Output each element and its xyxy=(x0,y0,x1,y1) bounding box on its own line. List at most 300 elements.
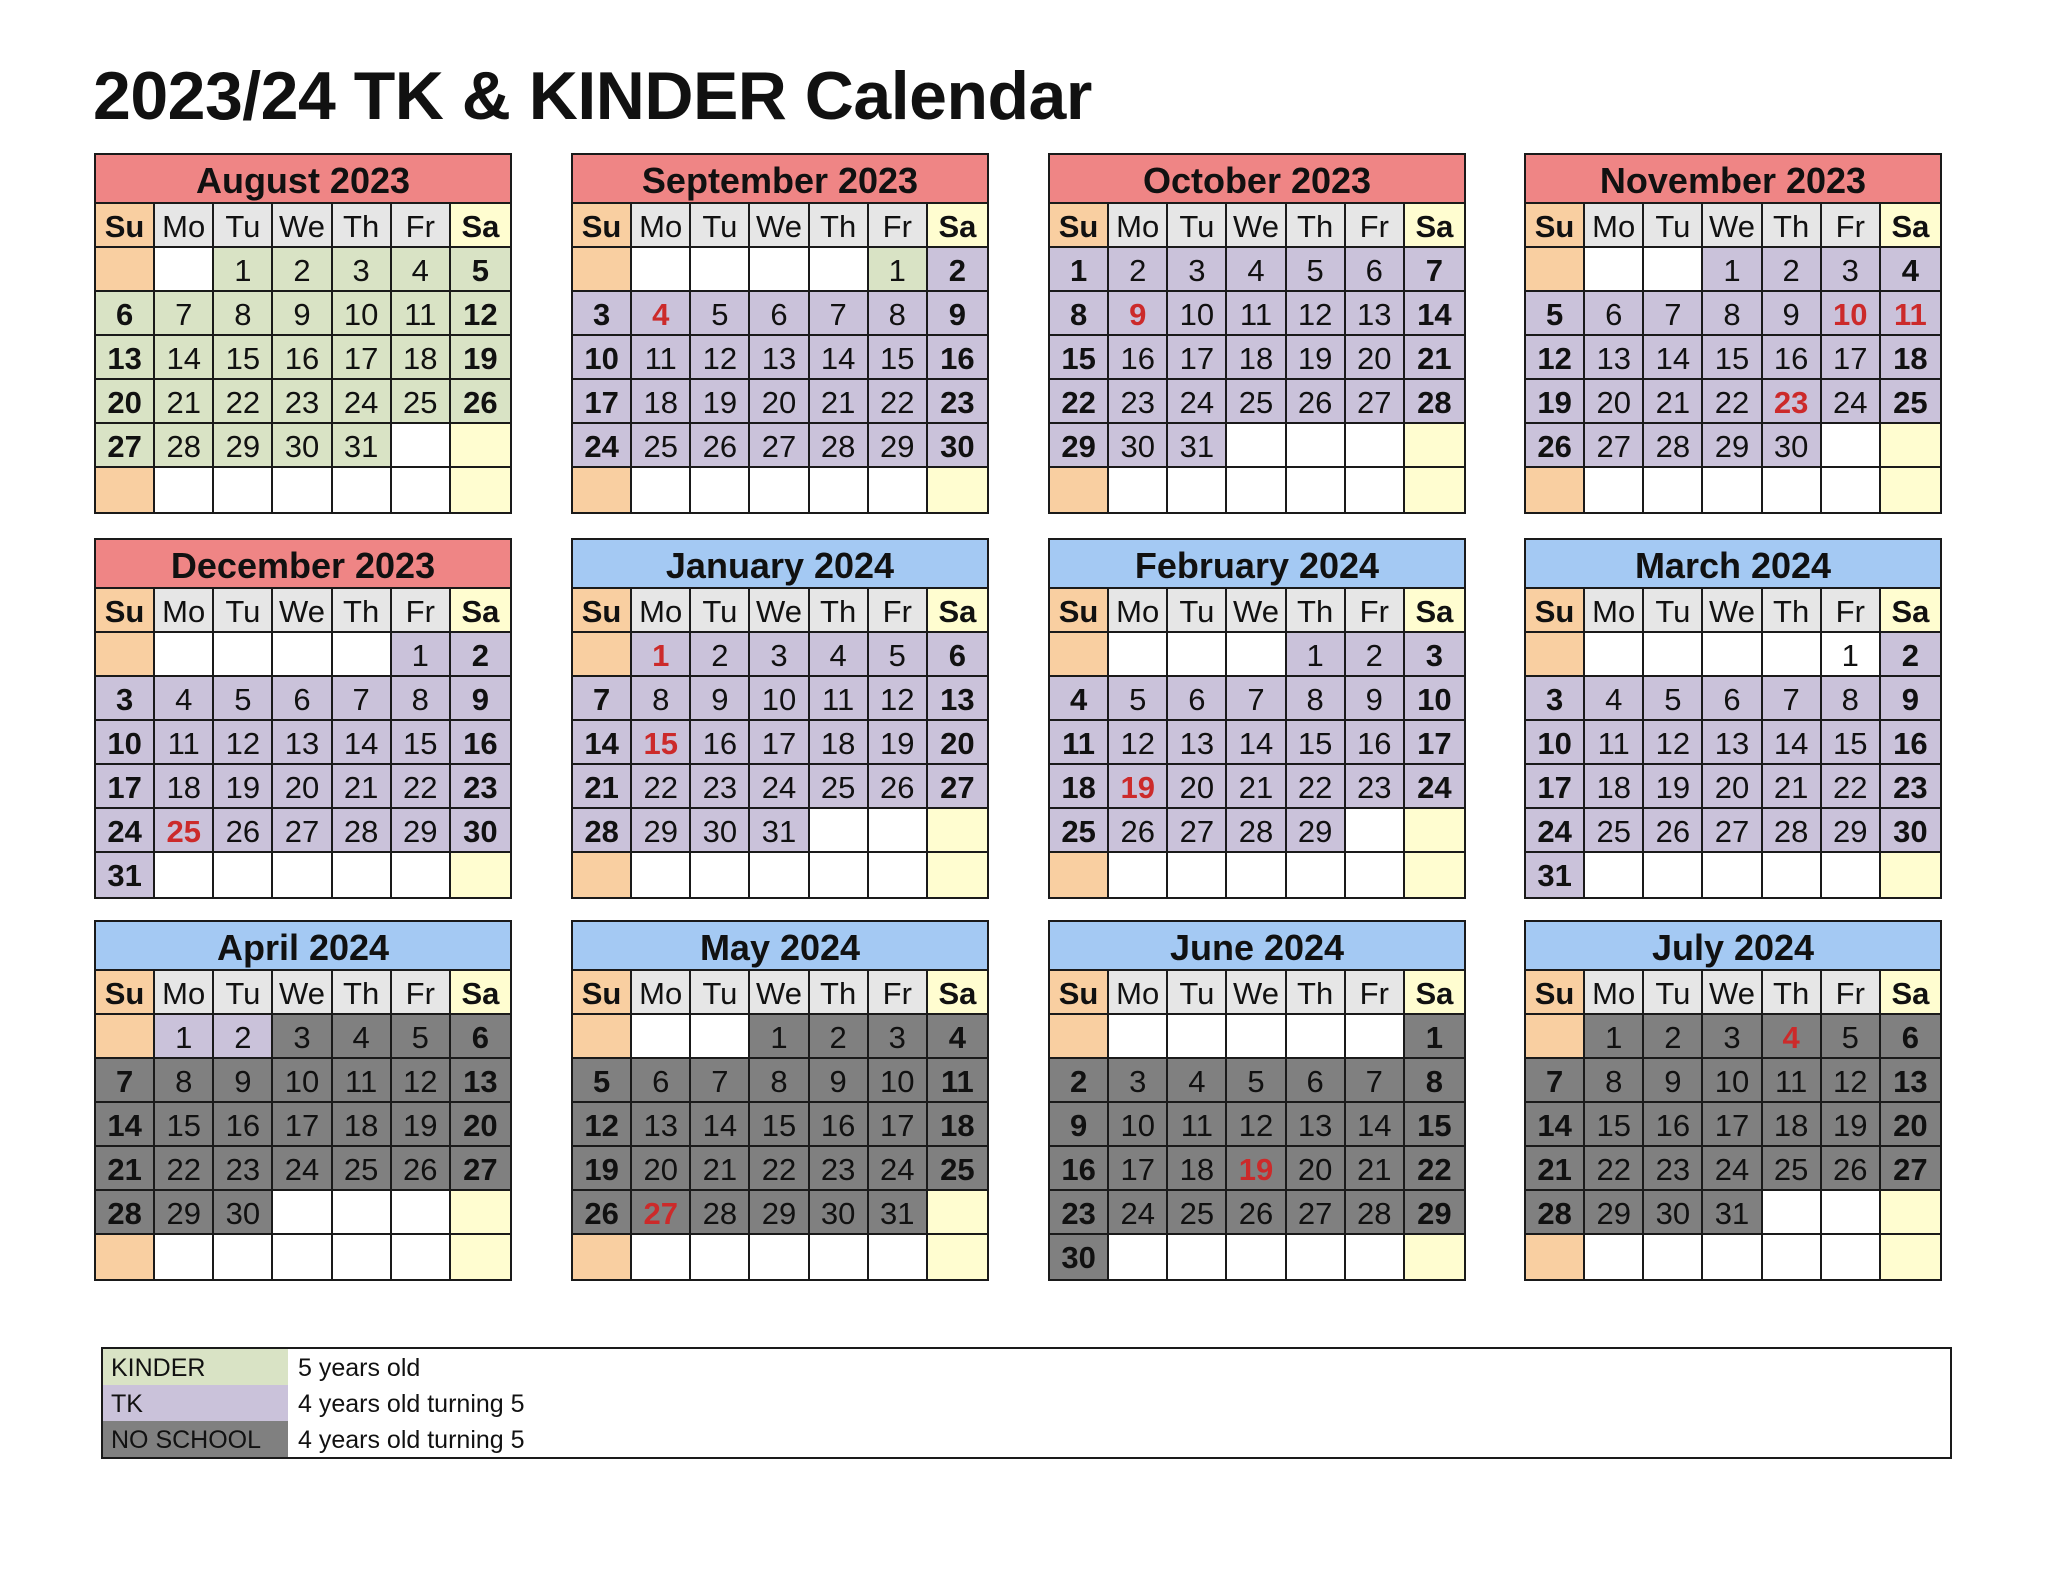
day-cell: 23 xyxy=(691,765,750,809)
empty-day-cell xyxy=(1168,1235,1227,1279)
day-cell: 23 xyxy=(1109,380,1168,424)
weekday-header: Sa xyxy=(451,971,510,1015)
day-cell: 24 xyxy=(1168,380,1227,424)
day-cell: 8 xyxy=(750,1059,809,1103)
day-cell: 18 xyxy=(333,1103,392,1147)
day-cell: 6 xyxy=(451,1015,510,1059)
empty-day-cell xyxy=(632,248,691,292)
day-cell: 16 xyxy=(1050,1147,1109,1191)
weekday-header: Su xyxy=(1526,971,1585,1015)
day-cell: 11 xyxy=(1168,1103,1227,1147)
day-cell: 12 xyxy=(573,1103,632,1147)
empty-day-cell xyxy=(632,1015,691,1059)
day-cell: 16 xyxy=(1763,336,1822,380)
empty-day-cell xyxy=(1822,1235,1881,1279)
day-cell: 13 xyxy=(750,336,809,380)
empty-day-cell xyxy=(1644,468,1703,512)
day-cell: 24 xyxy=(750,765,809,809)
day-cell: 30 xyxy=(214,1191,273,1235)
day-cell: 6 xyxy=(1881,1015,1940,1059)
day-cell: 24 xyxy=(1526,809,1585,853)
day-cell: 23 xyxy=(273,380,332,424)
empty-day-cell xyxy=(1287,424,1346,468)
weekday-header: Mo xyxy=(155,971,214,1015)
day-cell: 17 xyxy=(96,765,155,809)
day-cell: 16 xyxy=(928,336,987,380)
day-cell: 14 xyxy=(1763,721,1822,765)
day-cell: 2 xyxy=(273,248,332,292)
day-cell: 17 xyxy=(333,336,392,380)
empty-day-cell xyxy=(214,1235,273,1279)
day-cell: 28 xyxy=(1405,380,1464,424)
empty-day-cell xyxy=(1763,1191,1822,1235)
empty-day-cell xyxy=(1703,1235,1762,1279)
day-cell: 19 xyxy=(451,336,510,380)
month-february-2024 xyxy=(1048,538,1466,899)
empty-day-cell xyxy=(1526,1235,1585,1279)
empty-day-cell xyxy=(1822,424,1881,468)
empty-day-cell xyxy=(451,1235,510,1279)
day-cell: 13 xyxy=(1168,721,1227,765)
day-cell: 29 xyxy=(1287,809,1346,853)
month-title: November 2023 xyxy=(1526,155,1940,204)
weekday-header: Th xyxy=(810,204,869,248)
day-cell: 8 xyxy=(632,677,691,721)
day-cell: 18 xyxy=(928,1103,987,1147)
weekday-header: Th xyxy=(1287,589,1346,633)
day-cell: 28 xyxy=(573,809,632,853)
day-cell: 9 xyxy=(1763,292,1822,336)
empty-day-cell xyxy=(392,424,451,468)
empty-day-cell xyxy=(1881,424,1940,468)
empty-day-cell xyxy=(155,1235,214,1279)
month-day-grid xyxy=(1526,971,1940,1279)
weekday-header: Tu xyxy=(214,971,273,1015)
day-cell: 10 xyxy=(869,1059,928,1103)
day-cell: 3 xyxy=(96,677,155,721)
day-cell: 3 xyxy=(1703,1015,1762,1059)
month-title: June 2024 xyxy=(1050,922,1464,971)
day-cell: 28 xyxy=(333,809,392,853)
day-cell: 14 xyxy=(96,1103,155,1147)
day-cell: 7 xyxy=(810,292,869,336)
empty-day-cell xyxy=(1526,1015,1585,1059)
weekday-header: Tu xyxy=(1644,589,1703,633)
empty-day-cell xyxy=(1227,1235,1286,1279)
empty-day-cell xyxy=(691,468,750,512)
day-cell: 26 xyxy=(1822,1147,1881,1191)
empty-day-cell xyxy=(1703,468,1762,512)
weekday-header: Sa xyxy=(1405,589,1464,633)
weekday-header: Th xyxy=(1763,204,1822,248)
empty-day-cell xyxy=(632,1235,691,1279)
weekday-header: Fr xyxy=(1822,971,1881,1015)
empty-day-cell xyxy=(1227,633,1286,677)
day-cell: 20 xyxy=(1287,1147,1346,1191)
day-cell: 15 xyxy=(632,721,691,765)
legend-swatch-kinder: KINDER xyxy=(103,1349,288,1385)
day-cell: 4 xyxy=(333,1015,392,1059)
weekday-header: Sa xyxy=(928,589,987,633)
weekday-header: Fr xyxy=(1822,204,1881,248)
day-cell: 5 xyxy=(869,633,928,677)
day-cell: 22 xyxy=(750,1147,809,1191)
day-cell: 19 xyxy=(392,1103,451,1147)
day-cell: 6 xyxy=(750,292,809,336)
legend-row-kinder xyxy=(103,1349,1950,1385)
empty-day-cell xyxy=(96,633,155,677)
day-cell: 31 xyxy=(750,809,809,853)
empty-day-cell xyxy=(1763,633,1822,677)
day-cell: 14 xyxy=(810,336,869,380)
day-cell: 16 xyxy=(691,721,750,765)
day-cell: 27 xyxy=(1703,809,1762,853)
weekday-header: Sa xyxy=(1881,589,1940,633)
empty-day-cell xyxy=(392,1191,451,1235)
day-cell: 13 xyxy=(1881,1059,1940,1103)
day-cell: 12 xyxy=(1287,292,1346,336)
weekday-header: Mo xyxy=(632,971,691,1015)
day-cell: 7 xyxy=(1644,292,1703,336)
day-cell: 27 xyxy=(632,1191,691,1235)
page-title: 2023/24 TK & KINDER Calendar xyxy=(93,58,1092,134)
weekday-header: Tu xyxy=(1644,204,1703,248)
day-cell: 10 xyxy=(1109,1103,1168,1147)
day-cell: 26 xyxy=(1109,809,1168,853)
legend-row-tk xyxy=(103,1385,1950,1421)
day-cell: 25 xyxy=(632,424,691,468)
empty-day-cell xyxy=(1585,248,1644,292)
empty-day-cell xyxy=(1287,853,1346,897)
day-cell: 17 xyxy=(1109,1147,1168,1191)
empty-day-cell xyxy=(1526,633,1585,677)
day-cell: 8 xyxy=(1822,677,1881,721)
month-day-grid xyxy=(96,589,510,897)
empty-day-cell xyxy=(1822,468,1881,512)
empty-day-cell xyxy=(1109,853,1168,897)
month-march-2024 xyxy=(1524,538,1942,899)
month-title: December 2023 xyxy=(96,540,510,589)
weekday-header: Fr xyxy=(1346,204,1405,248)
weekday-header: Tu xyxy=(691,204,750,248)
day-cell: 19 xyxy=(1287,336,1346,380)
day-cell: 25 xyxy=(810,765,869,809)
empty-day-cell xyxy=(1346,1015,1405,1059)
legend-desc-tk: 4 years old turning 5 xyxy=(298,1390,525,1418)
month-december-2023 xyxy=(94,538,512,899)
day-cell: 11 xyxy=(392,292,451,336)
empty-day-cell xyxy=(392,468,451,512)
day-cell: 20 xyxy=(1881,1103,1940,1147)
day-cell: 23 xyxy=(1346,765,1405,809)
day-cell: 30 xyxy=(1109,424,1168,468)
day-cell: 4 xyxy=(1227,248,1286,292)
empty-day-cell xyxy=(750,1235,809,1279)
empty-day-cell xyxy=(1168,1015,1227,1059)
empty-day-cell xyxy=(869,1235,928,1279)
day-cell: 14 xyxy=(573,721,632,765)
day-cell: 25 xyxy=(1881,380,1940,424)
day-cell: 18 xyxy=(155,765,214,809)
day-cell: 2 xyxy=(214,1015,273,1059)
day-cell: 25 xyxy=(1763,1147,1822,1191)
empty-day-cell xyxy=(810,468,869,512)
day-cell: 21 xyxy=(1763,765,1822,809)
empty-day-cell xyxy=(573,248,632,292)
empty-day-cell xyxy=(1703,633,1762,677)
empty-day-cell xyxy=(214,853,273,897)
day-cell: 31 xyxy=(333,424,392,468)
day-cell: 7 xyxy=(1405,248,1464,292)
weekday-header: Th xyxy=(1287,971,1346,1015)
month-day-grid xyxy=(1050,589,1464,897)
day-cell: 22 xyxy=(632,765,691,809)
day-cell: 24 xyxy=(1109,1191,1168,1235)
day-cell: 25 xyxy=(155,809,214,853)
day-cell: 5 xyxy=(1227,1059,1286,1103)
day-cell: 11 xyxy=(928,1059,987,1103)
month-september-2023 xyxy=(571,153,989,514)
empty-day-cell xyxy=(1050,1015,1109,1059)
day-cell: 16 xyxy=(1644,1103,1703,1147)
day-cell: 13 xyxy=(1585,336,1644,380)
day-cell: 16 xyxy=(214,1103,273,1147)
day-cell: 4 xyxy=(1168,1059,1227,1103)
day-cell: 3 xyxy=(1168,248,1227,292)
day-cell: 15 xyxy=(1405,1103,1464,1147)
weekday-header: Su xyxy=(573,971,632,1015)
day-cell: 8 xyxy=(392,677,451,721)
empty-day-cell xyxy=(1526,468,1585,512)
weekday-header: Mo xyxy=(1109,204,1168,248)
weekday-header: Mo xyxy=(1109,971,1168,1015)
day-cell: 15 xyxy=(1703,336,1762,380)
day-cell: 15 xyxy=(750,1103,809,1147)
day-cell: 4 xyxy=(155,677,214,721)
day-cell: 11 xyxy=(1881,292,1940,336)
weekday-header: We xyxy=(273,204,332,248)
day-cell: 1 xyxy=(155,1015,214,1059)
day-cell: 9 xyxy=(928,292,987,336)
day-cell: 22 xyxy=(869,380,928,424)
empty-day-cell xyxy=(1644,633,1703,677)
day-cell: 1 xyxy=(1287,633,1346,677)
day-cell: 4 xyxy=(928,1015,987,1059)
day-cell: 18 xyxy=(1585,765,1644,809)
day-cell: 12 xyxy=(1644,721,1703,765)
day-cell: 20 xyxy=(928,721,987,765)
weekday-header: Fr xyxy=(1346,589,1405,633)
day-cell: 8 xyxy=(1050,292,1109,336)
day-cell: 6 xyxy=(1287,1059,1346,1103)
weekday-header: Mo xyxy=(632,204,691,248)
day-cell: 22 xyxy=(1822,765,1881,809)
day-cell: 21 xyxy=(1526,1147,1585,1191)
day-cell: 24 xyxy=(1703,1147,1762,1191)
empty-day-cell xyxy=(869,809,928,853)
day-cell: 4 xyxy=(1763,1015,1822,1059)
day-cell: 22 xyxy=(1287,765,1346,809)
day-cell: 12 xyxy=(691,336,750,380)
day-cell: 22 xyxy=(155,1147,214,1191)
empty-day-cell xyxy=(1405,468,1464,512)
weekday-header: Sa xyxy=(451,589,510,633)
day-cell: 24 xyxy=(96,809,155,853)
empty-day-cell xyxy=(1227,853,1286,897)
empty-day-cell xyxy=(451,853,510,897)
day-cell: 19 xyxy=(1526,380,1585,424)
day-cell: 12 xyxy=(1526,336,1585,380)
day-cell: 14 xyxy=(1405,292,1464,336)
day-cell: 27 xyxy=(96,424,155,468)
day-cell: 29 xyxy=(1405,1191,1464,1235)
empty-day-cell xyxy=(573,468,632,512)
day-cell: 9 xyxy=(1644,1059,1703,1103)
weekday-header: Sa xyxy=(451,204,510,248)
day-cell: 6 xyxy=(273,677,332,721)
day-cell: 11 xyxy=(1763,1059,1822,1103)
legend-swatch-no-school: NO SCHOOL xyxy=(103,1421,288,1457)
day-cell: 26 xyxy=(691,424,750,468)
day-cell: 30 xyxy=(691,809,750,853)
empty-day-cell xyxy=(96,1015,155,1059)
day-cell: 7 xyxy=(1346,1059,1405,1103)
empty-day-cell xyxy=(573,633,632,677)
day-cell: 2 xyxy=(1644,1015,1703,1059)
weekday-header: Sa xyxy=(928,204,987,248)
weekday-header: We xyxy=(1227,204,1286,248)
empty-day-cell xyxy=(333,853,392,897)
day-cell: 2 xyxy=(1346,633,1405,677)
day-cell: 2 xyxy=(928,248,987,292)
day-cell: 6 xyxy=(632,1059,691,1103)
day-cell: 10 xyxy=(750,677,809,721)
legend xyxy=(101,1347,1952,1459)
empty-day-cell xyxy=(810,1235,869,1279)
day-cell: 20 xyxy=(273,765,332,809)
day-cell: 29 xyxy=(1822,809,1881,853)
day-cell: 3 xyxy=(1822,248,1881,292)
day-cell: 21 xyxy=(1227,765,1286,809)
day-cell: 3 xyxy=(1526,677,1585,721)
weekday-header: Fr xyxy=(1346,971,1405,1015)
day-cell: 15 xyxy=(1050,336,1109,380)
day-cell: 3 xyxy=(1405,633,1464,677)
day-cell: 23 xyxy=(1881,765,1940,809)
empty-day-cell xyxy=(691,853,750,897)
month-may-2024 xyxy=(571,920,989,1281)
day-cell: 11 xyxy=(155,721,214,765)
day-cell: 15 xyxy=(869,336,928,380)
weekday-header: Th xyxy=(810,589,869,633)
empty-day-cell xyxy=(96,468,155,512)
day-cell: 6 xyxy=(1168,677,1227,721)
day-cell: 9 xyxy=(214,1059,273,1103)
day-cell: 17 xyxy=(1526,765,1585,809)
day-cell: 8 xyxy=(869,292,928,336)
day-cell: 21 xyxy=(1405,336,1464,380)
day-cell: 19 xyxy=(1227,1147,1286,1191)
month-title: August 2023 xyxy=(96,155,510,204)
day-cell: 6 xyxy=(96,292,155,336)
weekday-header: Su xyxy=(96,971,155,1015)
day-cell: 11 xyxy=(1050,721,1109,765)
day-cell: 4 xyxy=(1585,677,1644,721)
weekday-header: We xyxy=(273,971,332,1015)
day-cell: 21 xyxy=(333,765,392,809)
day-cell: 31 xyxy=(96,853,155,897)
empty-day-cell xyxy=(1585,633,1644,677)
month-day-grid xyxy=(1050,204,1464,512)
weekday-header: Fr xyxy=(392,971,451,1015)
empty-day-cell xyxy=(1287,468,1346,512)
day-cell: 2 xyxy=(1109,248,1168,292)
day-cell: 9 xyxy=(1050,1103,1109,1147)
day-cell: 24 xyxy=(1822,380,1881,424)
empty-day-cell xyxy=(928,809,987,853)
day-cell: 30 xyxy=(1644,1191,1703,1235)
weekday-header: Su xyxy=(573,204,632,248)
weekday-header: Mo xyxy=(1585,589,1644,633)
day-cell: 22 xyxy=(1585,1147,1644,1191)
empty-day-cell xyxy=(810,809,869,853)
day-cell: 25 xyxy=(333,1147,392,1191)
day-cell: 19 xyxy=(869,721,928,765)
weekday-header: Su xyxy=(1526,204,1585,248)
day-cell: 21 xyxy=(96,1147,155,1191)
day-cell: 20 xyxy=(451,1103,510,1147)
weekday-header: Su xyxy=(1050,204,1109,248)
weekday-header: Mo xyxy=(155,204,214,248)
day-cell: 25 xyxy=(1050,809,1109,853)
weekday-header: We xyxy=(1227,971,1286,1015)
day-cell: 21 xyxy=(1644,380,1703,424)
empty-day-cell xyxy=(1346,1235,1405,1279)
weekday-header: Th xyxy=(333,971,392,1015)
day-cell: 14 xyxy=(1644,336,1703,380)
day-cell: 22 xyxy=(214,380,273,424)
empty-day-cell xyxy=(1881,1191,1940,1235)
day-cell: 23 xyxy=(928,380,987,424)
day-cell: 17 xyxy=(869,1103,928,1147)
day-cell: 20 xyxy=(1585,380,1644,424)
empty-day-cell xyxy=(1526,248,1585,292)
day-cell: 30 xyxy=(273,424,332,468)
day-cell: 1 xyxy=(1050,248,1109,292)
empty-day-cell xyxy=(392,1235,451,1279)
day-cell: 26 xyxy=(214,809,273,853)
day-cell: 7 xyxy=(691,1059,750,1103)
day-cell: 2 xyxy=(1050,1059,1109,1103)
day-cell: 28 xyxy=(810,424,869,468)
day-cell: 29 xyxy=(632,809,691,853)
month-day-grid xyxy=(573,971,987,1279)
day-cell: 29 xyxy=(1585,1191,1644,1235)
weekday-header: Sa xyxy=(1405,204,1464,248)
legend-row-no-school xyxy=(103,1421,1950,1457)
day-cell: 26 xyxy=(1526,424,1585,468)
day-cell: 21 xyxy=(155,380,214,424)
day-cell: 11 xyxy=(1227,292,1286,336)
day-cell: 30 xyxy=(928,424,987,468)
day-cell: 15 xyxy=(1585,1103,1644,1147)
day-cell: 18 xyxy=(1881,336,1940,380)
day-cell: 27 xyxy=(1346,380,1405,424)
day-cell: 15 xyxy=(155,1103,214,1147)
month-july-2024 xyxy=(1524,920,1942,1281)
day-cell: 4 xyxy=(632,292,691,336)
empty-day-cell xyxy=(1763,468,1822,512)
